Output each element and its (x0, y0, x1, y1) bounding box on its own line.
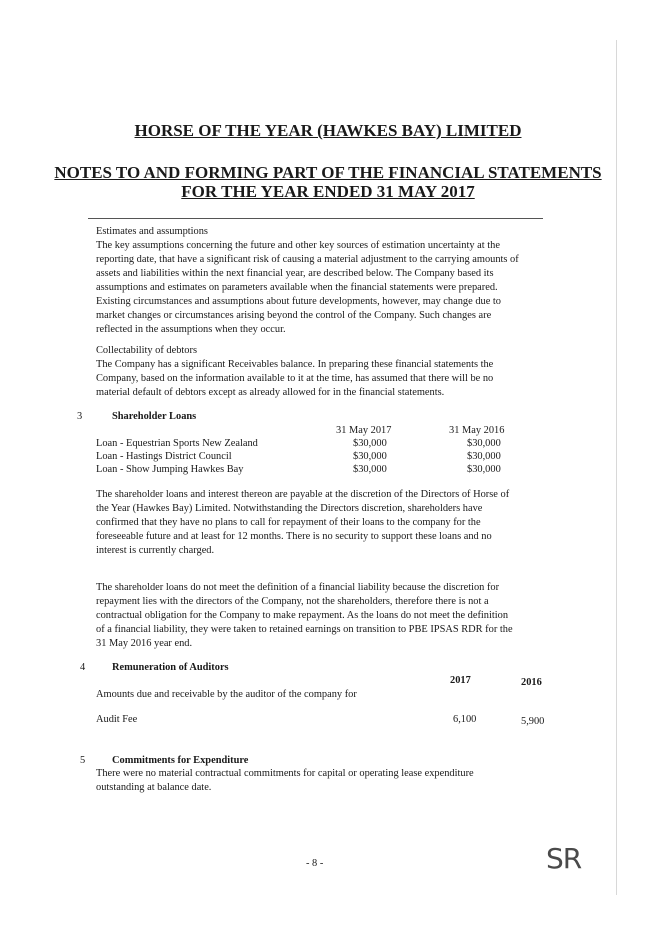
paragraph-line: The shareholder loans do not meet the definition of a financial liability because the discretion for (96, 582, 500, 593)
note3-number: 3 (77, 411, 83, 422)
loan-label: Loan - Equestrian Sports New Zealand (96, 438, 258, 449)
initials-signature: SR (546, 842, 582, 875)
note3-paragraph-1 (96, 488, 546, 558)
collectability-line: The Company has a significant Receivables balance. In preparing these financial statements the (96, 359, 494, 370)
loan-value-2016: $30,000 (467, 464, 501, 475)
estimates-line: reporting date, that have a significant risk of causing a material adjustment to the carrying amounts of (96, 254, 519, 265)
company-title: HORSE OF THE YEAR (HAWKES BAY) LIMITED (134, 121, 522, 140)
estimates-line: reflected in the assumptions when they occur. (96, 324, 286, 335)
audit-fee-2017: 6,100 (453, 714, 477, 725)
collectability-line: Company, based on the information available to it at the time, has assumed that there will be no (96, 373, 494, 384)
loan-label: Loan - Show Jumping Hawkes Bay (96, 464, 244, 475)
estimates-heading: Estimates and assumptions (96, 226, 208, 237)
note3-col-2017: 31 May 2017 (336, 425, 392, 436)
estimates-section (96, 225, 546, 337)
note3-paragraph-2 (96, 581, 546, 651)
note3-col-2016: 31 May 2016 (449, 425, 505, 436)
note3-heading: Shareholder Loans (112, 411, 197, 422)
title-divider (88, 218, 543, 219)
collectability-heading: Collectability of debtors (96, 345, 197, 356)
paragraph-line: There were no material contractual commitments for capital or operating lease expenditure (96, 768, 474, 779)
loan-value-2017: $30,000 (353, 451, 387, 462)
notes-title-line2: FOR THE YEAR ENDED 31 MAY 2017 (181, 182, 475, 201)
loan-value-2016: $30,000 (467, 451, 501, 462)
note5-number: 5 (80, 755, 86, 766)
paragraph-line: repayment lies with the directors of the Company, not the shareholders, therefore there is not a (96, 596, 489, 607)
page-number: - 8 - (306, 858, 324, 869)
paragraph-line: foreseeable future and at least for 12 months. There is no security to support these loans and no (96, 531, 492, 542)
paragraph-line: The shareholder loans and interest thereon are payable at the discretion of the Directors of Horse of (96, 489, 510, 500)
loan-label: Loan - Hastings District Council (96, 451, 232, 462)
collectability-section (96, 344, 546, 400)
note4-number: 4 (80, 662, 86, 673)
estimates-line: assumptions and estimates on parameters available when the financial statements were prepared. (96, 282, 498, 293)
estimates-line: Existing circumstances and assumptions about future developments, however, may change due to (96, 296, 502, 307)
paragraph-line: of a financial liability, they were taken to retained earnings on transition to PBE IPSAS RDR for the (96, 624, 513, 635)
note5-body (96, 767, 546, 795)
paragraph-line: interest is currently charged. (96, 545, 215, 556)
audit-fee-2016: 5,900 (521, 716, 545, 727)
loan-value-2016: $30,000 (467, 438, 501, 449)
loan-value-2017: $30,000 (353, 464, 387, 475)
note5-heading: Commitments for Expenditure (112, 755, 249, 766)
loan-value-2017: $30,000 (353, 438, 387, 449)
paragraph-line: contractual obligation for the Company to make repayment. As the loans do not meet the definition (96, 610, 509, 621)
note4-col-2017: 2017 (450, 675, 471, 686)
note4-col-2016: 2016 (521, 677, 542, 688)
notes-title-line1: NOTES TO AND FORMING PART OF THE FINANCIAL STATEMENTS (54, 163, 602, 182)
paragraph-line: the Year (Hawkes Bay) Limited. Notwithstanding the Directors discretion, shareholders have (96, 503, 483, 514)
paragraph-line: 31 May 2016 year end. (96, 638, 193, 649)
paragraph-line: outstanding at balance date. (96, 782, 212, 793)
note4-heading: Remuneration of Auditors (112, 662, 229, 673)
estimates-line: market changes or circumstances arising beyond the control of the Company. Such changes are (96, 310, 492, 321)
estimates-line: assets and liabilities within the next financial year, are described below. The Company based its (96, 268, 494, 279)
paragraph-line: confirmed that they have no plans to call for repayment of their loans to the company for the (96, 517, 481, 528)
estimates-line: The key assumptions concerning the future and other key sources of estimation uncertainty at the (96, 240, 500, 251)
audit-fee-label: Audit Fee (96, 714, 138, 725)
collectability-line: material default of debtors except as already allowed for in the financial statements. (96, 387, 445, 398)
note4-subtitle: Amounts due and receivable by the auditor of the company for (96, 689, 357, 700)
